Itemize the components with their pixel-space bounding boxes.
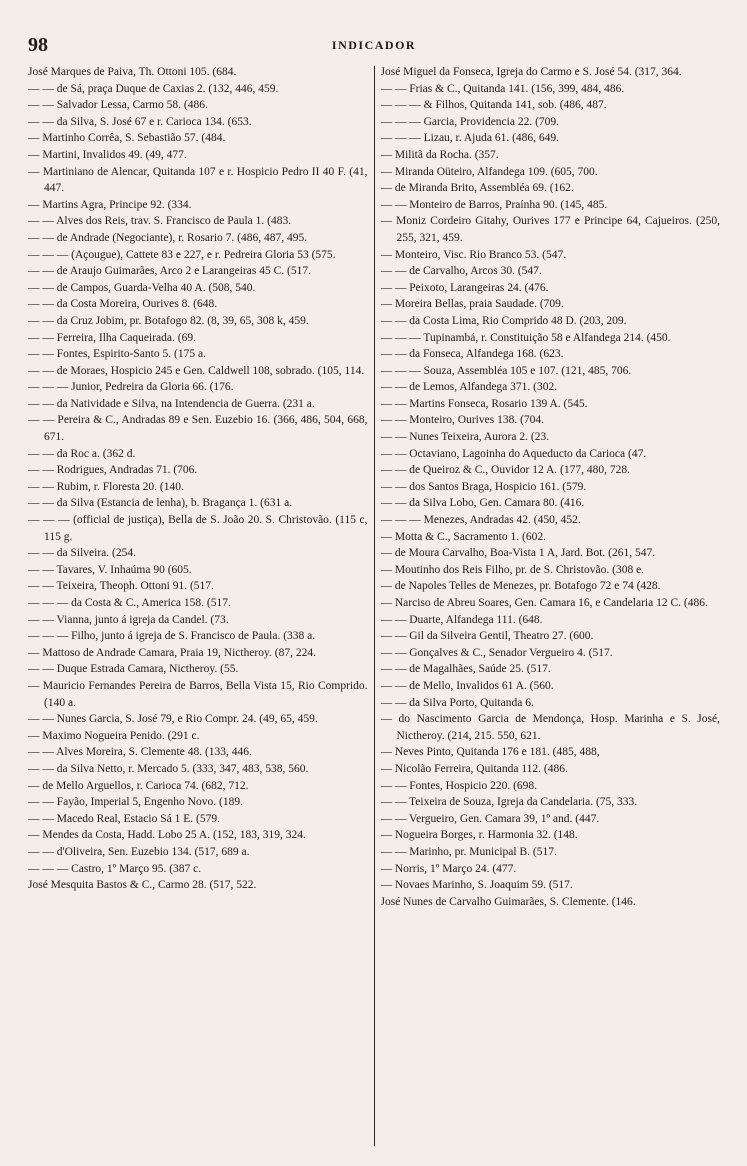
directory-entry: — — Gil da Silveira Gentil, Theatro 27. (600. [380,630,594,643]
directory-entry: — Novaes Marinho, S. Joaquim 59. (517. [380,879,573,892]
directory-entry: — — Pereira & C., Andradas 89 e Sen. Euzebio 16. (366, 486, 504, 668, 671. [28,414,368,444]
directory-entry: — — Monteiro, Ourives 138. (704. [380,414,545,427]
directory-entry: — — de Moraes, Hospicio 245 e Gen. Caldwell 108, sobrado. (105, 114. [28,364,365,377]
directory-entry: — de Mello Arguellos, r. Carioca 74. (682, 712. [28,779,249,792]
directory-entry: — Mattoso de Andrade Camara, Praia 19, Nictheroy. (87, 224. [28,646,316,659]
directory-entry: — — da Silva Porto, Quitanda 6. [380,696,534,709]
directory-entry: José Mesquita Bastos & C., Carmo 28. (517, 522. [28,879,257,892]
directory-entry: — — — Garcia, Providencia 22. (709. [380,115,560,128]
directory-entry: — — da Cruz Jobim, pr. Botafogo 82. (8, 39, 65, 308 k, 459. [28,314,309,327]
directory-entry: — — de Andrade (Negociante), r. Rosario 7. (486, 487, 495. [28,231,308,244]
directory-entry: — Martini, Invalidos 49. (49, 477. [28,148,187,161]
directory-entry: — — d'Oliveira, Sen. Euzebio 134. (517, 689 a. [28,845,250,858]
directory-entry: — — de Mello, Invalidos 61 A. (560. [380,679,554,692]
directory-entry: — Martinho Corrêa, S. Sebastião 57. (484. [28,132,226,145]
directory-entry: — Martiniano de Alencar, Quitanda 107 e r. Hospicio Pedro II 40 F. (41, 447. [28,165,368,195]
directory-entry: — — Octaviano, Lagoinha do Aqueducto da Carioca (47. [380,447,647,460]
directory-entry: — — da Silva Lobo, Gen. Camara 80. (416. [380,497,585,510]
directory-entry: — — Fontes, Espirito-Santo 5. (175 a. [28,348,206,361]
directory-entry: — Moniz Cordeiro Gitahy, Ourives 177 e Principe 64, Cajueiros. (250, 255, 321, 459. [380,215,720,244]
directory-entry: — — Fontes, Hospicio 220. (698. [380,779,538,792]
directory-entry: — Norris, 1º Março 24. (477. [380,862,517,875]
directory-entry: — do Nascimento Garcia de Mendonça, Hosp. Marinha e S. José, Nictheroy. (214, 215. 550, 621. [380,713,720,742]
directory-entry: — — — Castro, 1º Março 95. (387 c. [28,862,202,875]
directory-entry: — — da Fonseca, Alfandega 168. (623. [380,348,564,361]
directory-entry: — — Martins Fonseca, Rosario 139 A. (545. [380,397,588,410]
directory-entry: — — de Araujo Guimarães, Arco 2 e Larangeiras 45 C. (517. [28,265,311,278]
directory-entry: — — Nunes Garcia, S. José 79, e Rio Compr. 24. (49, 65, 459. [28,713,318,726]
directory-entry: — — de Carvalho, Arcos 30. (547. [380,265,542,278]
directory-entry: — — Nunes Teixeira, Aurora 2. (23. [380,431,550,444]
directory-entry: — — Alves Moreira, S. Clemente 48. (133, 446. [28,746,252,759]
directory-entry: — — Monteiro de Barros, Praínha 90. (145, 485. [380,198,608,211]
directory-entry: José Miguel da Fonseca, Igreja do Carmo e S. José 54. (317, 364. [380,66,682,78]
directory-entry: — — Macedo Real, Estacio Sá 1 E. (579. [28,812,220,825]
directory-entry: — Monteiro, Visc. Rio Branco 53. (547. [380,248,567,261]
directory-entry: — — Vianna, junto á igreja da Candel. (73. [28,613,229,626]
directory-entry: — — da Costa Moreira, Ourives 8. (648. [28,298,218,311]
directory-entry: — Militã da Rocha. (357. [380,148,499,161]
directory-entry: José Marques de Paiva, Th. Ottoni 105. (684. [28,66,237,78]
directory-entry: — — — Menezes, Andradas 42. (450, 452. [380,514,581,527]
directory-entry: — — Frias & C., Quitanda 141. (156, 399, 484, 486. [380,82,625,95]
directory-entry: — — Salvador Lessa, Carmo 58. (486. [28,99,208,112]
directory-entry: — — de Campos, Guarda-Velha 40 A. (508, 540. [28,281,256,294]
directory-entry: — Mauricio Fernandes Pereira de Barros, Bella Vista 15, Rio Comprido. (140 a. [28,679,368,709]
directory-entry: — — — Souza, Assembléa 105 e 107. (121, 485, 706. [380,364,632,377]
directory-entry: — — da Silva, S. José 67 e r. Carioca 134. (653. [28,115,252,128]
directory-entry: — — — (Açougue), Cattete 83 e 227, e r. Pedreira Gloria 53 (575. [28,248,336,261]
directory-entry: — — de Sá, praça Duque de Caxias 2. (132, 446, 459. [28,82,279,95]
directory-entry: — de Napoles Telles de Menezes, pr. Botafogo 72 e 74 (428. [380,580,661,593]
directory-entry: — — — Tupinambá, r. Constituição 58 e Alfandega 214. (450. [380,331,671,344]
directory-entry: — — da Silva Netto, r. Mercado 5. (333, 347, 483, 538, 560. [28,762,309,775]
directory-entry: — — Vergueiro, Gen. Camara 39, 1º and. (447. [380,812,600,825]
directory-entry: — Moreira Bellas, praia Saudade. (709. [380,298,564,311]
page-number: 98 [28,34,48,56]
directory-entry: — Martins Agra, Principe 92. (334. [28,198,192,211]
directory-entry: — — da Natividade e Silva, na Intendencia de Guerra. (231 a. [28,397,315,410]
directory-entry: — Neves Pinto, Quitanda 176 e 181. (485, 488, [380,746,600,759]
directory-entry: — — Teixeira de Souza, Igreja da Candelaria. (75, 333. [380,796,638,809]
page-header [24,30,724,56]
directory-entry: — — de Magalhães, Saúde 25. (517. [380,663,551,676]
directory-entry: — — — & Filhos, Quitanda 141, sob. (486, 487. [380,99,607,112]
directory-entry: — de Miranda Brito, Assembléa 69. (162. [380,182,574,195]
directory-entry: — Nicolão Ferreira, Quitanda 112. (486. [380,762,568,775]
directory-entry: — — Tavares, V. Inhaúma 90 (605. [28,563,192,576]
directory-entry: — — Marinho, pr. Municipal B. (517. [380,845,557,858]
directory-entry: — — de Lemos, Alfandega 371. (302. [380,381,558,394]
directory-entry: — — — da Costa & C., America 158. (517. [28,597,231,609]
directory-entry: — — Rubim, r. Floresta 20. (140. [28,480,184,493]
left-column [28,64,368,1154]
directory-entry: — — da Silveira. (254. [28,547,136,560]
directory-entry: — — Fayão, Imperial 5, Engenho Novo. (189. [28,796,243,809]
directory-entry: — — da Silva (Estancia de lenha), b. Bragança 1. (631 a. [28,497,293,510]
directory-entry: — Mendes da Costa, Hadd. Lobo 25 A. (152, 183, 319, 324. [28,829,306,842]
directory-entry: — — — (official de justiça), Bella de S. João 20. S. Christovão. (115 c, 115 g. [28,514,368,543]
directory-entry: — Motta & C., Sacramento 1. (602. [380,530,546,543]
right-column [381,64,721,1154]
directory-entry: — — da Costa Lima, Rio Comprido 48 D. (203, 209. [380,314,627,327]
directory-entry: — Nogueira Borges, r. Harmonia 32. (148. [380,829,578,842]
directory-entry: — — Alves dos Reis, trav. S. Francisco de Paula 1. (483. [28,215,292,228]
directory-entry: — — Rodrigues, Andradas 71. (706. [28,464,198,477]
directory-entry: — — — Lizau, r. Ajuda 61. (486, 649. [380,132,560,145]
directory-entry: — — da Roc a. (362 d. [28,447,136,460]
directory-entry: — — de Queiroz & C., Ouvidor 12 A. (177, 480, 728. [380,464,630,477]
directory-entry: — — dos Santos Braga, Hospicio 161. (579. [380,480,587,493]
directory-entry: — — Gonçalves & C., Senador Vergueiro 4. (517. [380,646,613,659]
directory-entry: — Narciso de Abreu Soares, Gen. Camara 16, e Candelaria 12 C. (486. [380,597,708,609]
directory-entry: — — Duarte, Alfandega 111. (648. [380,613,543,626]
directory-entry: — — Peixoto, Larangeiras 24. (476. [380,281,549,294]
directory-entry: — — Ferreira, Ilha Caqueirada. (69. [28,331,196,344]
directory-entry: José Nunes de Carvalho Guimarães, S. Clemente. (146. [380,895,636,908]
directory-entry: — Maximo Nogueira Penido. (291 c. [28,729,200,742]
running-title: INDICADOR [331,38,417,52]
directory-entry: — de Moura Carvalho, Boa-Vista 1 A, Jard. Bot. (261, 547. [380,547,656,560]
directory-entry: — Miranda Oüteiro, Alfandega 109. (605, 700. [380,165,598,178]
two-column-layout [28,64,720,1154]
directory-entry: — — — Junior, Pedreira da Gloria 66. (176. [28,381,234,394]
directory-entry: — Moutinho dos Reis Filho, pr. de S. Christovão. (308 e. [380,563,645,576]
directory-entry: — — — Filho, junto á igreja de S. Francisco de Paula. (338 a. [28,630,316,643]
directory-entry: — — Duque Estrada Camara, Nictheroy. (55. [28,663,239,676]
column-divider [374,66,375,1146]
directory-entry: — — Teixeira, Theoph. Ottoni 91. (517. [28,580,214,593]
